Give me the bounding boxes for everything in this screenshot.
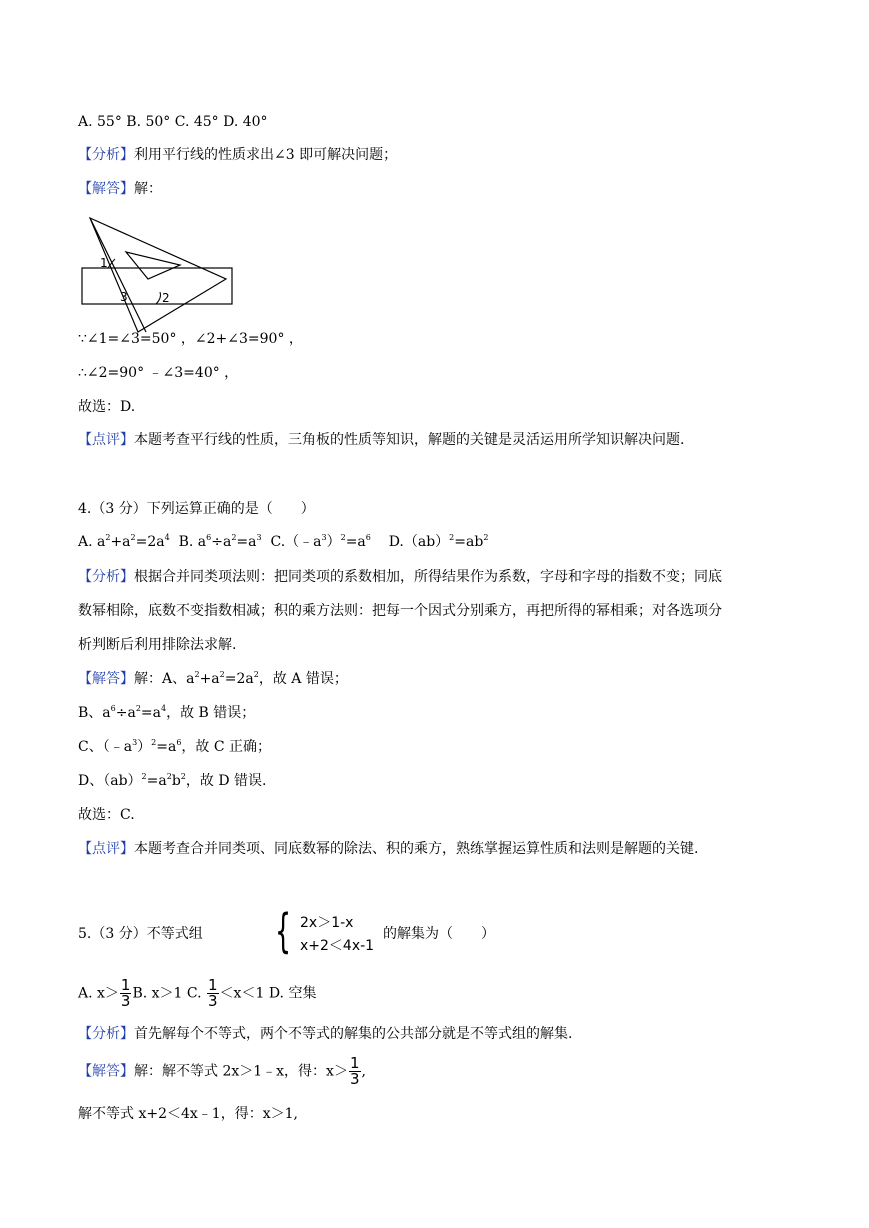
q4-comment — [78, 840, 698, 858]
q4-answer-c: C、$(﹣a^3)^2=a^6$，故 C 正确； — [78, 738, 272, 755]
analysis-text: 根据合并同类项法则：把同类项的系数相加，所得结果作为系数，字母和字母的指数不变；同底 — [134, 569, 722, 585]
q3-analysis — [78, 146, 397, 164]
q4-analysis — [78, 568, 722, 586]
left-brace-icon: { — [275, 904, 292, 958]
q4-answer-d: D、$(ab)^2=a^2b^2$，故 D 错误. — [78, 772, 267, 789]
comment-tag: 【点评】 — [78, 432, 134, 448]
ruler-rectangle — [82, 268, 232, 304]
figure-label-3: 3 — [120, 290, 128, 304]
q5-opt-c-d: ＜x＜1 D. 空集 — [219, 985, 317, 1002]
q3-answer — [78, 180, 162, 198]
answer-tag: 【解答】 — [78, 671, 134, 687]
answer-line1-text: 解：解不等式 2x＞1﹣x，得：x＞ — [134, 1063, 348, 1080]
q4-analysis-line3: 析判断后利用排除法求解. — [78, 637, 237, 653]
inequality-1: 2x＞1-x — [300, 915, 354, 931]
q4-stem: 4.（3 分）下列运算正确的是（ ） — [78, 501, 315, 517]
analysis-tag: 【分析】 — [78, 147, 134, 163]
fraction-one-third: $\frac{1}{3}$ — [349, 1054, 360, 1088]
q5-options — [78, 978, 316, 1009]
q3-comment — [78, 431, 684, 449]
q4-answer-b: B、$a^6\div a^2=a^4$，故 B 错误； — [78, 704, 256, 721]
figure-label-1: 1 — [100, 256, 108, 270]
fraction-one-third: $\frac{1}{3}$ — [208, 976, 218, 1010]
analysis-tag: 【分析】 — [78, 1026, 134, 1042]
answer-c-lead: C、（﹣a — [78, 739, 133, 755]
answer-line1-tail: , — [361, 1063, 366, 1080]
answer-b-lead: B、 — [78, 705, 103, 721]
q3-choice: 故选：D. — [78, 399, 136, 415]
q5-analysis — [78, 1025, 572, 1043]
q4-opt-d-label: D.（ab） — [388, 534, 450, 550]
answer-tag: 【解答】 — [78, 181, 134, 197]
answer-b-tail: ，故 B 错误； — [166, 705, 256, 721]
angle-arc-2 — [156, 292, 161, 304]
comment-text: 本题考查平行线的性质，三角板的性质等知识，解题的关键是灵活运用所学知识解决问题. — [134, 432, 685, 448]
q3-step1: ∵∠1=∠3=50° ，∠2+∠3=90° ， — [78, 331, 303, 347]
answer-a-lead: 解：A、 — [134, 671, 187, 687]
comment-tag: 【点评】 — [78, 841, 134, 857]
q4-opt-b-label: B. — [178, 534, 194, 550]
answer-d-lead: D、（ab） — [78, 773, 142, 789]
q3-options: A. 55° B. 50° C. 45° D. 40° — [78, 114, 268, 130]
q5-opt-a: A. x＞ — [78, 985, 119, 1002]
q3-step2: ∴∠2=90° ﹣∠3=40° ， — [78, 365, 239, 381]
answer-d-tail: ，故 D 错误. — [185, 773, 267, 789]
q5-answer-line1 — [78, 1056, 366, 1087]
q5-stem-tail: 的解集为（ ） — [383, 926, 495, 942]
q4-options: A. $a^2+a^2=2a^4$ B. $a^6\div a^2=a^3$ $C.(﹣a^3)^2=a^6$ $D.(ab)^2=ab^2$ — [78, 533, 489, 550]
q5-stem-lead: 5.（3 分）不等式组 — [78, 926, 203, 942]
answer-text: 解： — [134, 181, 162, 197]
q4-opt-a-label: A. — [78, 534, 93, 550]
q4-answer-a: 【解答】解：A、$a^2+a^2=2a^2$，故 A 错误； — [78, 670, 348, 687]
answer-c-tail: ，故 C 正确； — [181, 739, 272, 755]
inequality-2: x+2＜4x-1 — [300, 938, 375, 954]
q4-opt-c-label: C.（﹣a — [270, 534, 322, 550]
triangle-inner — [126, 252, 180, 279]
analysis-text: 首先解每个不等式，两个不等式的解集的公共部分就是不等式组的解集. — [134, 1026, 573, 1042]
q4-choice: 故选：C. — [78, 807, 135, 823]
answer-a-tail: ，故 A 错误； — [258, 671, 348, 687]
q5-answer-line2: 解不等式 x+2＜4x﹣1，得：x＞1, — [78, 1106, 298, 1122]
analysis-text: 利用平行线的性质求出∠3 即可解决问题； — [134, 147, 398, 163]
q4-analysis-line2: 数幂相除，底数不变指数相减；积的乘方法则：把每一个因式分别乘方，再把所得的幂相乘；对各选项分 — [78, 603, 722, 619]
triangle-ruler-figure — [78, 212, 238, 336]
q5-opt-b: B. x＞1 C. — [132, 985, 202, 1002]
analysis-tag: 【分析】 — [78, 569, 134, 585]
figure-label-2: 2 — [162, 291, 170, 305]
leg-extension — [90, 218, 146, 332]
answer-tag: 【解答】 — [78, 1063, 134, 1080]
comment-text: 本题考查合并同类项、同底数幂的除法、积的乘方，熟练掌握运算性质和法则是解题的关键. — [134, 841, 699, 857]
fraction-one-third: $\frac{1}{3}$ — [120, 976, 131, 1010]
